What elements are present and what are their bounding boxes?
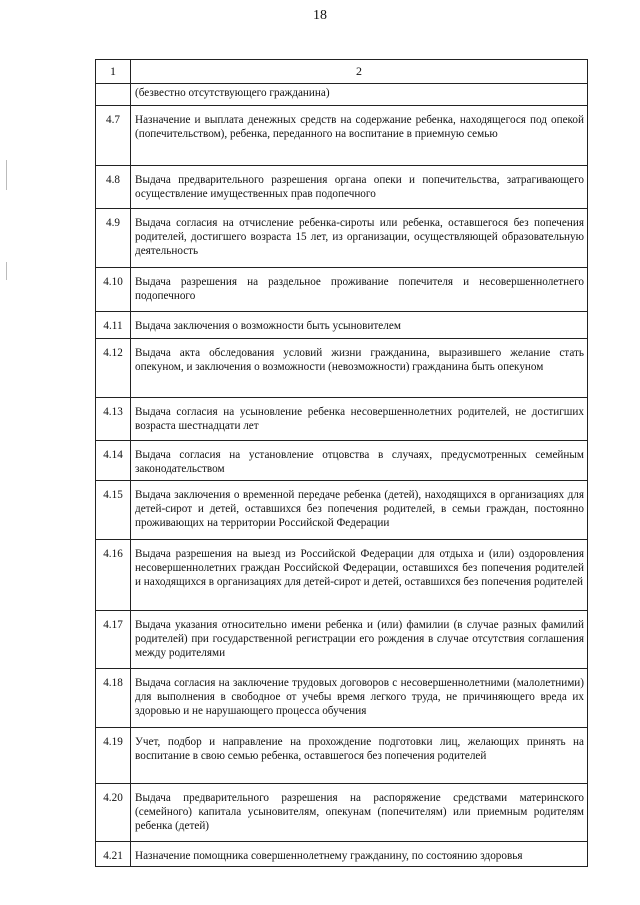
row-number: 4.20 xyxy=(96,784,131,842)
table-row xyxy=(96,784,588,842)
row-text: Назначение и выплата денежных средств на содержание ребенка, находящегося под опекой (попечительством), ребенка, переданного на воспитание в приемную семью xyxy=(131,106,588,166)
table-row xyxy=(96,84,588,106)
table-row xyxy=(96,339,588,398)
table-row xyxy=(96,398,588,441)
row-text: Выдача разрешения на выезд из Российской Федерации для отдыха и (или) оздоровления несовершеннолетних граждан Российской Федерации, оставшихся без попечения родителей и находящихся в организациях для детей-сирот и детей, оставшихся без попечения родителей xyxy=(131,540,588,611)
row-text: Назначение помощника совершеннолетнему гражданину, по состоянию здоровья xyxy=(131,842,588,867)
row-text: Выдача предварительного разрешения органа опеки и попечительства, затрагивающего осуществление имущественных прав подопечного xyxy=(131,166,588,209)
table-row xyxy=(96,611,588,669)
header-col-description: 2 xyxy=(131,60,588,84)
row-text: Выдача акта обследования условий жизни гражданина, выразившего желание стать опекуном, и заключения о возможности (невозможности) гражданина быть опекуном xyxy=(131,339,588,398)
row-text: Выдача согласия на заключение трудовых договоров с несовершеннолетними (малолетними) для выполнения в свободное от учебы время легкого труда, не причиняющего вреда их здоровью и не нарушающего процесса обучения xyxy=(131,669,588,728)
scan-artifact-2 xyxy=(6,262,7,280)
row-number: 4.10 xyxy=(96,268,131,312)
table-header-row xyxy=(96,60,588,84)
row-text: Выдача согласия на установление отцовства в случаях, предусмотренных семейным законодательством xyxy=(131,441,588,481)
row-number: 4.19 xyxy=(96,728,131,784)
row-number: 4.7 xyxy=(96,106,131,166)
row-text: Выдача заключения о временной передаче ребенка (детей), находящихся в организациях для детей-сирот и детей, оставшихся без попечения родителей, в семьи граждан, постоянно проживающих на территории Российской Федерации xyxy=(131,481,588,540)
row-number: 4.18 xyxy=(96,669,131,728)
services-table xyxy=(95,59,588,867)
table-row xyxy=(96,669,588,728)
row-number: 4.11 xyxy=(96,312,131,339)
table-row xyxy=(96,728,588,784)
row-number: 4.12 xyxy=(96,339,131,398)
row-text: Выдача указания относительно имени ребенка и (или) фамилии (в случае разных фамилий родителей) при государственной регистрации его рождения в случае отсутствия соглашения между родителями xyxy=(131,611,588,669)
table-row xyxy=(96,166,588,209)
row-text: Выдача согласия на отчисление ребенка-сироты или ребенка, оставшегося без попечения родителей, достигшего возраста 15 лет, из организации, осуществляющей образовательную деятельность xyxy=(131,209,588,268)
row-text: Выдача предварительного разрешения на распоряжение средствами материнского (семейного) капитала усыновителям, опекунам (попечителям) или приемным родителям ребенка (детей) xyxy=(131,784,588,842)
row-text: Выдача заключения о возможности быть усыновителем xyxy=(131,312,588,339)
table-row xyxy=(96,842,588,867)
table-row xyxy=(96,209,588,268)
row-number: 4.8 xyxy=(96,166,131,209)
row-number: 4.14 xyxy=(96,441,131,481)
table-row xyxy=(96,481,588,540)
row-text: Выдача согласия на усыновление ребенка несовершеннолетних родителей, не достигших возраста шестнадцати лет xyxy=(131,398,588,441)
scan-artifact-1 xyxy=(6,160,7,190)
row-number xyxy=(96,84,131,106)
table-row xyxy=(96,540,588,611)
row-number: 4.21 xyxy=(96,842,131,867)
row-number: 4.15 xyxy=(96,481,131,540)
row-text: Учет, подбор и направление на прохождение подготовки лиц, желающих принять на воспитание в свою семью ребенка, оставшегося без попечения родителей xyxy=(131,728,588,784)
row-number: 4.16 xyxy=(96,540,131,611)
row-number: 4.13 xyxy=(96,398,131,441)
table-row xyxy=(96,268,588,312)
table-row xyxy=(96,312,588,339)
table-row xyxy=(96,441,588,481)
row-number: 4.17 xyxy=(96,611,131,669)
row-text: (безвестно отсутствующего гражданина) xyxy=(131,84,588,106)
header-col-number: 1 xyxy=(96,60,131,84)
page-number: 18 xyxy=(313,8,327,23)
row-number: 4.9 xyxy=(96,209,131,268)
table-row xyxy=(96,106,588,166)
row-text: Выдача разрешения на раздельное проживание попечителя и несовершеннолетнего подопечного xyxy=(131,268,588,312)
